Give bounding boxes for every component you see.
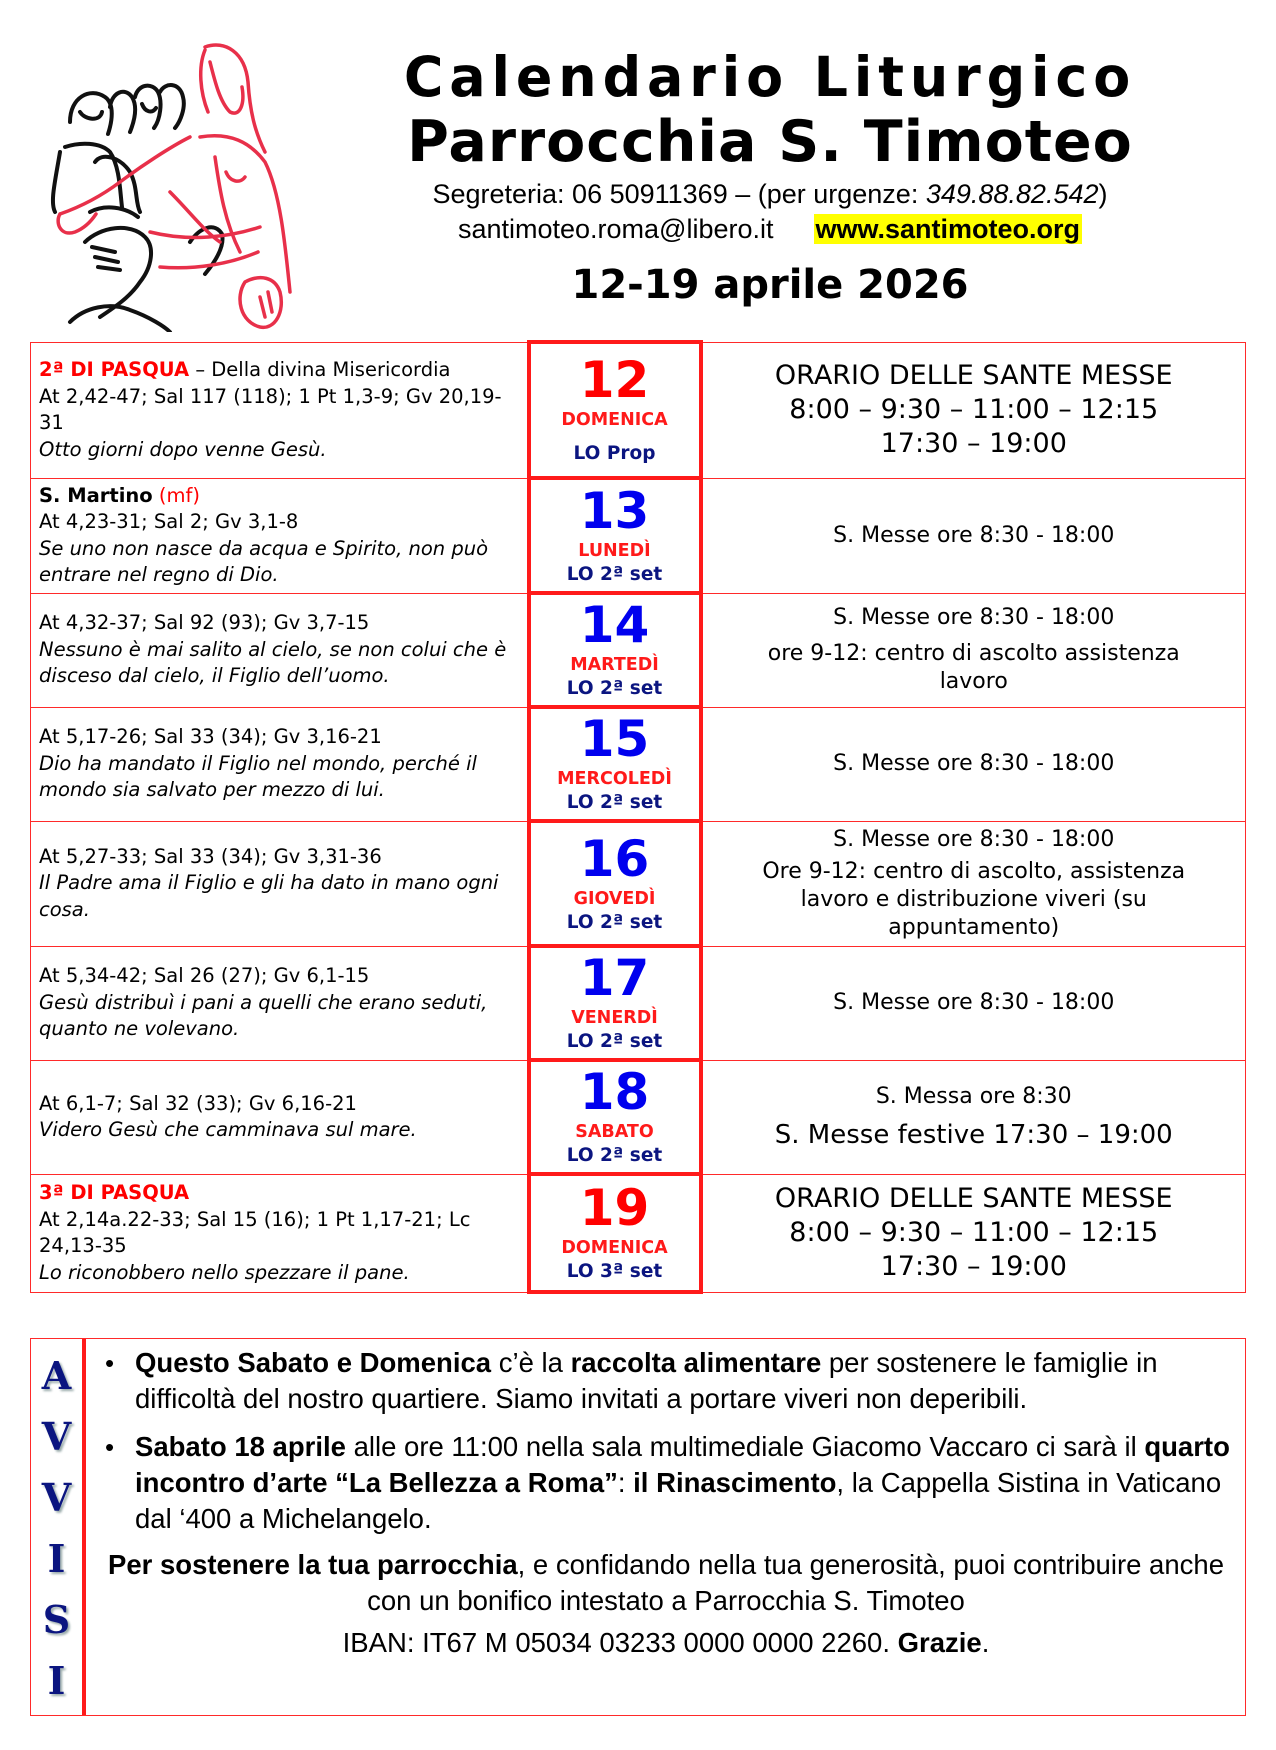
day-number: 18 (579, 1063, 650, 1121)
gospel-quote: Se uno non nasce da acqua e Spirito, non può entrare nel regno di Dio. (39, 536, 489, 586)
contact-phone-line (330, 178, 1210, 211)
readings-cell (31, 707, 529, 821)
feast-subtitle: – Della divina Misericordia (189, 358, 451, 381)
email-link[interactable]: santimoteo.roma@libero.it (457, 214, 774, 244)
day-name: SABATO (575, 1122, 654, 1142)
day-number: 13 (579, 481, 650, 540)
readings: At 4,32-37; Sal 92 (93); Gv 3,7-15 (39, 611, 370, 635)
day-name: LUNEDÌ (578, 540, 651, 561)
day-number: 16 (579, 829, 650, 888)
gospel-quote: Otto giorni dopo venne Gesù. (39, 437, 327, 461)
logo-illustration (30, 42, 302, 332)
day-number: 15 (579, 710, 650, 768)
notice-bold: Questo Sabato e Domenica (135, 1347, 492, 1378)
schedule-line: S. Messe festive 17:30 – 19:00 (774, 1120, 1173, 1150)
date-range: 12-19 aprile 2026 (571, 262, 969, 308)
gospel-quote: Videro Gesù che camminava sul mare. (39, 1118, 417, 1141)
day-cell (529, 707, 701, 821)
readings-cell (31, 593, 529, 707)
day-number: 17 (579, 949, 650, 1007)
page-title: Calendario Liturgico (403, 45, 1137, 109)
day-name: DOMENICA (561, 1238, 668, 1258)
gospel-quote: Dio ha mandato il Figlio nel mondo, perché il mondo sia salvato per mezzo di lui. (39, 751, 477, 802)
notices-letter: S (42, 1597, 71, 1642)
day-name: GIOVEDÌ (573, 888, 656, 909)
segreteria-close: ) (1098, 179, 1108, 209)
segreteria-label: Segreteria: 06 50911369 – (per urgenze: (432, 179, 926, 209)
readings: At 4,23-31; Sal 2; Gv 3,1-8 (39, 510, 299, 533)
notices-letter: I (47, 1658, 66, 1703)
day-name: MERCOLEDÌ (557, 769, 672, 789)
thanks: Grazie (897, 1627, 982, 1658)
day-name: MARTEDÌ (570, 655, 659, 675)
notice-text: alle ore 11:00 nella sala multimediale Giacomo Vaccaro ci sarà il (345, 1431, 1145, 1462)
iban-line (97, 1625, 1235, 1661)
notice-text: , la Cappella Sistina in Vaticano dal ‘400 a Michelangelo. (135, 1467, 1222, 1534)
liturgy-of-hours: LO 2ª set (566, 563, 663, 585)
schedule-cell (701, 946, 1246, 1060)
readings-cell (31, 342, 529, 478)
schedule-line: ORARIO DELLE SANTE MESSE (774, 1183, 1173, 1214)
liturgy-of-hours: LO 2ª set (566, 792, 663, 813)
schedule-line: ORARIO DELLE SANTE MESSE (774, 360, 1173, 391)
readings: At 2,42-47; Sal 117 (118); 1 Pt 1,3-9; Gv 20,19-31 (39, 384, 502, 434)
day-name: VENERDÌ (571, 1008, 658, 1028)
saint-name: S. Martino (39, 483, 153, 507)
urgent-phone: 349.88.82.542 (925, 179, 1099, 209)
readings-cell (31, 946, 529, 1060)
schedule-line: ore 9-12: centro di ascolto assistenza lavoro (767, 641, 1180, 694)
liturgy-of-hours: LO 2ª set (566, 911, 663, 933)
period: . (981, 1627, 990, 1658)
day-number: 12 (579, 351, 650, 409)
readings-cell (31, 1174, 529, 1292)
day-cell (529, 342, 701, 478)
liturgy-of-hours: LO 2ª set (566, 1031, 663, 1052)
readings: At 2,14a.22-33; Sal 15 (16); 1 Pt 1,17-21; Lc 24,13-35 (39, 1207, 471, 1257)
feast-title: 2ª DI PASQUA (39, 358, 190, 381)
readings-cell (31, 821, 529, 946)
notices-letter: I (47, 1536, 66, 1581)
notice-text: c’è la (491, 1347, 571, 1378)
donation-appeal (97, 1547, 1235, 1661)
day-cell (529, 821, 701, 946)
schedule-line: S. Messa ore 8:30 (875, 1084, 1072, 1109)
schedule-cell (701, 593, 1246, 707)
gospel-quote: Il Padre ama il Figlio e gli ha dato in mano ogni cosa. (39, 871, 499, 921)
schedule-cell (701, 1174, 1246, 1292)
notices-list (97, 1345, 1235, 1537)
liturgy-of-hours: LO Prop (573, 443, 656, 464)
gospel-quote: Gesù distribuì i pani a quelli che erano seduti, quanto ne volevano. (39, 990, 488, 1041)
notices-vertical-label (31, 1339, 86, 1715)
page-header (330, 44, 1210, 312)
notice-text: : (617, 1467, 634, 1498)
gospel-quote: Lo riconobbero nello spezzare il pane. (39, 1260, 410, 1284)
readings: At 5,34-42; Sal 26 (27); Gv 6,1-15 (39, 964, 370, 988)
parish-name: Parrocchia S. Timoteo (407, 109, 1133, 175)
schedule-line: S. Messe ore 8:30 - 18:00 (833, 605, 1115, 630)
schedule-cell (701, 1060, 1246, 1174)
notice-bold: Sabato 18 aprile (135, 1431, 346, 1462)
readings-cell (31, 478, 529, 593)
notice-item (97, 1429, 1235, 1537)
feast-title: 3ª DI PASQUA (39, 1181, 190, 1204)
schedule-cell (701, 342, 1246, 478)
liturgy-of-hours: LO 2ª set (566, 678, 663, 699)
schedule-line: S. Messe ore 8:30 - 18:00 (833, 751, 1115, 776)
table-row (31, 478, 1246, 593)
day-name: DOMENICA (561, 410, 668, 430)
notices-letter: A (41, 1353, 72, 1398)
day-cell (529, 946, 701, 1060)
notice-item (97, 1345, 1235, 1417)
schedule-line: 8:00 – 9:30 – 11:00 – 12:15 (789, 1217, 1159, 1248)
day-number: 19 (579, 1179, 650, 1237)
liturgical-calendar-table (30, 340, 1246, 1294)
notices-letter: V (41, 1475, 72, 1520)
schedule-line: 17:30 – 19:00 (880, 428, 1067, 459)
notice-bold: il Rinascimento (633, 1467, 837, 1498)
readings-cell (31, 1060, 529, 1174)
day-cell (529, 1174, 701, 1292)
table-row (31, 946, 1246, 1060)
appeal-bold: Per sostenere la tua parrocchia (108, 1549, 518, 1580)
day-cell (529, 593, 701, 707)
notices-box (30, 1338, 1246, 1716)
gospel-quote: Nessuno è mai salito al cielo, se non colui che è disceso dal cielo, il Figlio dell’uomo. (39, 637, 507, 688)
schedule-cell (701, 707, 1246, 821)
table-row (31, 1060, 1246, 1174)
table-row (31, 593, 1246, 707)
appeal-text: , e confidando nella tua generosità, puoi contribuire anche con un bonifico intestato a Parrocchia S. Timoteo (367, 1549, 1224, 1616)
readings: At 5,17-26; Sal 33 (34); Gv 3,16-21 (39, 725, 382, 749)
notice-bold: raccolta alimentare (570, 1347, 822, 1378)
schedule-cell (701, 478, 1246, 593)
schedule-line: S. Messe ore 8:30 - 18:00 (833, 522, 1115, 548)
table-row (31, 821, 1246, 946)
readings: At 6,1-7; Sal 32 (33); Gv 6,16-21 (39, 1091, 357, 1115)
table-row (31, 1174, 1246, 1292)
notices-letter: V (41, 1414, 72, 1459)
notice-text: per sostenere le famiglie in difficoltà del nostro quartiere. Siamo invitati a portare viveri non deperibili. (135, 1347, 1158, 1414)
day-number: 14 (579, 596, 650, 654)
table-row (31, 342, 1246, 478)
readings: At 5,27-33; Sal 33 (34); Gv 3,31-36 (39, 844, 382, 868)
notices-content (97, 1345, 1235, 1661)
notice-bold: quarto incontro d’arte “La Bellezza a Roma” (135, 1431, 1230, 1498)
iban: IBAN: IT67 M 05034 03233 0000 0000 2260. (342, 1627, 898, 1658)
schedule-line: Ore 9-12: centro di ascolto, assistenza lavoro e distribuzione viveri (su appuntamento) (762, 858, 1186, 940)
schedule-cell (701, 821, 1246, 946)
schedule-line: S. Messe ore 8:30 - 18:00 (833, 826, 1115, 852)
schedule-line: 8:00 – 9:30 – 11:00 – 12:15 (789, 394, 1159, 425)
schedule-line: 17:30 – 19:00 (880, 1251, 1067, 1282)
saint-rank: (mf) (152, 483, 200, 507)
table-row (31, 707, 1246, 821)
contact-web-line (330, 213, 1210, 246)
website-link[interactable]: www.santimoteo.org (815, 214, 1081, 244)
liturgy-of-hours: LO 3ª set (566, 1261, 663, 1282)
day-cell (529, 478, 701, 593)
liturgy-of-hours: LO 2ª set (566, 1145, 663, 1166)
schedule-line: S. Messe ore 8:30 - 18:00 (833, 990, 1115, 1015)
day-cell (529, 1060, 701, 1174)
